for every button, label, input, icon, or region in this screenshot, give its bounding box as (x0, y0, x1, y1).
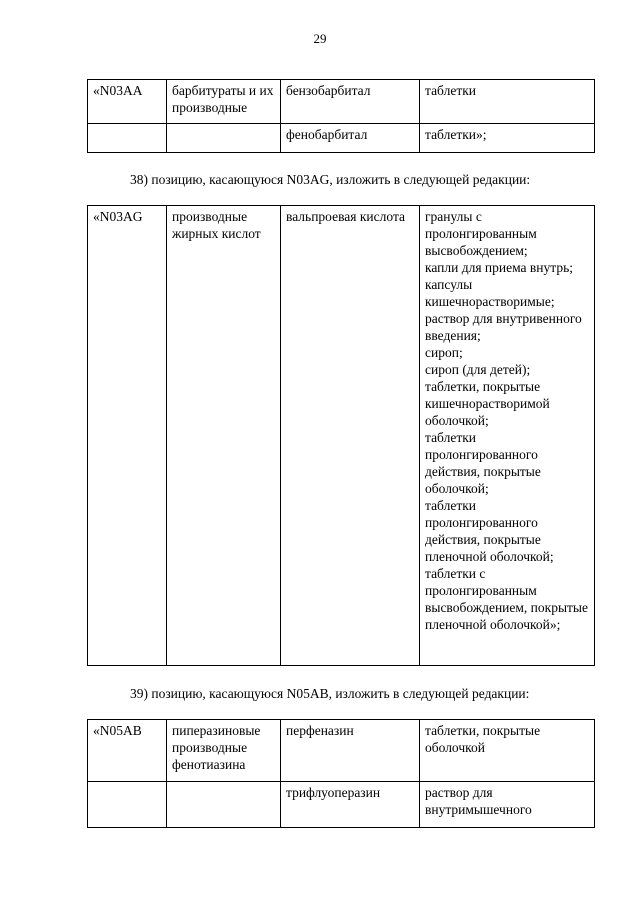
table-row (88, 782, 595, 828)
substance-cell: вальпроевая кислота (281, 206, 420, 666)
table-row (88, 720, 595, 782)
form-line: раствор для внутривенного введения; (425, 311, 582, 343)
form-line: капли для приема внутрь; (425, 260, 573, 275)
form-cell (420, 782, 595, 828)
form-line: сироп (для детей); (425, 362, 531, 377)
substance-cell: фенобарбитал (281, 124, 420, 153)
group-cell (167, 124, 281, 153)
group-cell: барбитураты и их производные (167, 80, 281, 124)
group-cell (167, 782, 281, 828)
form-line: таблетки с пролонгированным высвобождением, покрытые пленочной оболочкой»; (425, 566, 588, 632)
table-row (88, 124, 595, 153)
form-line: таблетки»; (425, 127, 487, 142)
form-line: капсулы кишечнорастворимые; (425, 277, 555, 309)
form-cell (420, 720, 595, 782)
drug-table-n03aa (87, 79, 595, 153)
atc-code-cell: «N03AG (88, 206, 167, 666)
form-line: сироп; (425, 345, 463, 360)
form-line: таблетки пролонгированного действия, покрытые оболочкой; (425, 430, 541, 496)
instruction-text: 39) позицию, касающуюся N05AB, изложить в следующей редакции: (130, 686, 530, 701)
group-cell: пиперазиновые производные фенотиазина (167, 720, 281, 782)
form-cell (420, 124, 595, 153)
instruction-text: 38) позицию, касающуюся N03AG, изложить в следующей редакции: (130, 172, 531, 187)
substance-cell: трифлуоперазин (281, 782, 420, 828)
drug-table-n03ag (87, 205, 595, 666)
form-line: раствор для внутримышечного (425, 785, 532, 817)
drug-table-n05ab (87, 719, 595, 828)
atc-code-cell (88, 124, 167, 153)
form-line: таблетки, покрытые оболочкой (425, 723, 541, 755)
atc-code-cell: «N03AA (88, 80, 167, 124)
table-row (88, 80, 595, 124)
form-line: таблетки, покрытые кишечнорастворимой оболочкой; (425, 379, 550, 428)
table-row (88, 206, 595, 666)
substance-cell: бензобарбитал (281, 80, 420, 124)
page-number: 29 (313, 31, 327, 46)
form-cell (420, 206, 595, 666)
form-cell (420, 80, 595, 124)
atc-code-cell (88, 782, 167, 828)
form-line: гранулы с пролонгированным высвобождением; (425, 209, 537, 258)
substance-cell: перфеназин (281, 720, 420, 782)
atc-code-cell: «N05AB (88, 720, 167, 782)
form-line: таблетки (425, 83, 477, 98)
form-line: таблетки пролонгированного действия, покрытые пленочной оболочкой; (425, 498, 554, 564)
group-cell: производные жирных кислот (167, 206, 281, 666)
